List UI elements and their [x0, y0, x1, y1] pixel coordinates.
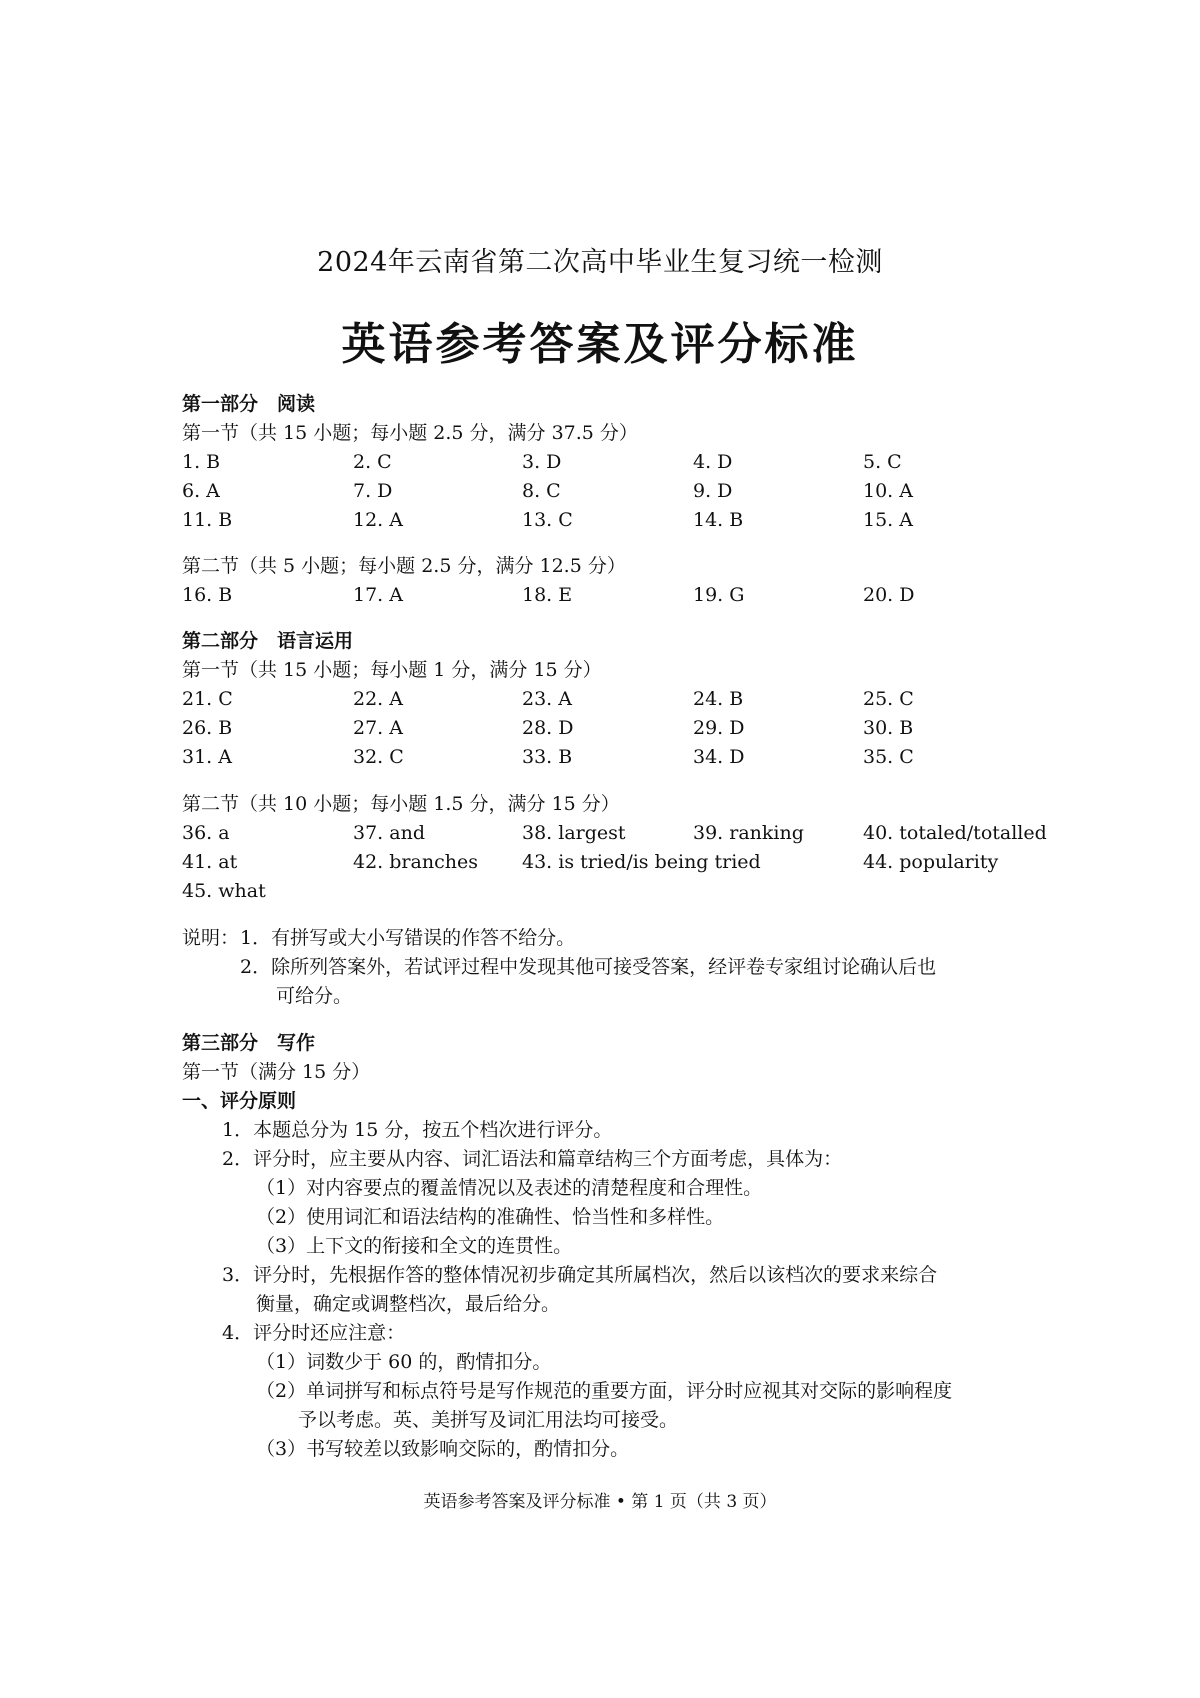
answer-row — [0, 878, 1200, 904]
answer-cell: 34. D — [693, 746, 745, 768]
answer-cell: 25. C — [863, 688, 914, 710]
document-title: 英语参考答案及评分标准 — [341, 319, 859, 370]
part3-heading: 第三部分 写作 — [182, 1032, 316, 1054]
principle-line: （1）词数少于 60 的，酌情扣分。 — [256, 1351, 552, 1373]
part1-heading: 第一部分 阅读 — [182, 393, 316, 415]
answer-row — [0, 849, 1200, 875]
answer-cell: 22. A — [353, 688, 403, 710]
answer-cell: 39. ranking — [693, 822, 804, 844]
principle-line: （2）单词拼写和标点符号是写作规范的重要方面，评分时应视其对交际的影响程度 — [256, 1380, 953, 1402]
answer-cell: 14. B — [693, 509, 744, 531]
answer-cell: 7. D — [353, 480, 393, 502]
principle-line: 衡量，确定或调整档次，最后给分。 — [256, 1293, 561, 1315]
answer-cell: 29. D — [693, 717, 745, 739]
answer-cell: 38. largest — [522, 822, 626, 844]
answer-cell: 37. and — [353, 822, 425, 844]
answer-cell: 6. A — [182, 480, 220, 502]
part1-section2-heading: 第二节（共 5 小题；每小题 2.5 分，满分 12.5 分） — [182, 555, 626, 577]
principle-line: 2．评分时，应主要从内容、词汇语法和篇章结构三个方面考虑，具体为： — [222, 1148, 843, 1170]
principle-line: 予以考虑。英、美拼写及词汇用法均可接受。 — [298, 1409, 679, 1431]
answer-cell: 17. A — [353, 584, 403, 606]
answer-row — [0, 478, 1200, 504]
answer-cell: 27. A — [353, 717, 403, 739]
note-item: 可给分。 — [276, 985, 353, 1007]
answer-cell: 40. totaled/totalled — [863, 822, 1047, 844]
answer-row — [0, 820, 1200, 846]
note-item: 1．有拼写或大小写错误的作答不给分。 — [240, 927, 576, 949]
answer-cell: 24. B — [693, 688, 744, 710]
answer-cell: 5. C — [863, 451, 902, 473]
part1-section1-heading: 第一节（共 15 小题；每小题 2.5 分，满分 37.5 分） — [182, 422, 638, 444]
part2-heading: 第二部分 语言运用 — [182, 630, 354, 652]
answer-cell: 23. A — [522, 688, 572, 710]
answer-cell: 32. C — [353, 746, 404, 768]
answer-cell: 4. D — [693, 451, 733, 473]
note-item: 2．除所列答案外，若试评过程中发现其他可接受答案，经评卷专家组讨论确认后也 — [240, 956, 937, 978]
answer-cell: 2. C — [353, 451, 392, 473]
principle-line: （3）书写较差以致影响交际的，酌情扣分。 — [256, 1438, 630, 1460]
principle-line: （1）对内容要点的覆盖情况以及表述的清楚程度和合理性。 — [256, 1177, 763, 1199]
answer-cell: 21. C — [182, 688, 233, 710]
answer-cell: 16. B — [182, 584, 233, 606]
answer-cell: 13. C — [522, 509, 573, 531]
answer-cell: 35. C — [863, 746, 914, 768]
answer-cell: 8. C — [522, 480, 561, 502]
answer-cell: 45. what — [182, 880, 266, 902]
part2-section1-heading: 第一节（共 15 小题；每小题 1 分，满分 15 分） — [182, 659, 602, 681]
answer-cell: 12. A — [353, 509, 403, 531]
scoring-principles-heading: 一、评分原则 — [182, 1090, 297, 1112]
answer-cell: 41. at — [182, 851, 238, 873]
principle-line: （2）使用词汇和语法结构的准确性、恰当性和多样性。 — [256, 1206, 725, 1228]
answer-cell: 3. D — [522, 451, 562, 473]
answer-row — [0, 507, 1200, 533]
answer-cell: 28. D — [522, 717, 574, 739]
answer-cell: 15. A — [863, 509, 913, 531]
answer-row — [0, 715, 1200, 741]
answer-cell: 19. G — [693, 584, 745, 606]
answer-cell: 26. B — [182, 717, 233, 739]
answer-cell: 44. popularity — [863, 851, 999, 873]
notes-label: 说明： — [182, 927, 240, 949]
exam-title: 2024年云南省第二次高中毕业生复习统一检测 — [317, 247, 883, 278]
answer-cell: 11. B — [182, 509, 233, 531]
answer-row — [0, 686, 1200, 712]
page-footer: 英语参考答案及评分标准 • 第 1 页（共 3 页） — [423, 1492, 777, 1512]
answer-cell: 20. D — [863, 584, 915, 606]
principle-line: 1．本题总分为 15 分，按五个档次进行评分。 — [222, 1119, 613, 1141]
answer-cell: 42. branches — [353, 851, 478, 873]
answer-cell: 10. A — [863, 480, 913, 502]
answer-cell: 18. E — [522, 584, 573, 606]
answer-cell: 43. is tried/is being tried — [522, 851, 761, 873]
answer-cell: 9. D — [693, 480, 733, 502]
answer-cell: 33. B — [522, 746, 573, 768]
principle-line: 3．评分时，先根据作答的整体情况初步确定其所属档次，然后以该档次的要求来综合 — [222, 1264, 938, 1286]
part2-section2-heading: 第二节（共 10 小题；每小题 1.5 分，满分 15 分） — [182, 793, 620, 815]
answer-row — [0, 449, 1200, 475]
principle-line: （3）上下文的衔接和全文的连贯性。 — [256, 1235, 573, 1257]
answer-cell: 36. a — [182, 822, 230, 844]
part3-section1-heading: 第一节（满分 15 分） — [182, 1061, 371, 1083]
answer-cell: 1. B — [182, 451, 221, 473]
answer-row — [0, 582, 1200, 608]
answer-row — [0, 744, 1200, 770]
answer-cell: 30. B — [863, 717, 914, 739]
principle-line: 4．评分时还应注意： — [222, 1322, 406, 1344]
answer-cell: 31. A — [182, 746, 232, 768]
